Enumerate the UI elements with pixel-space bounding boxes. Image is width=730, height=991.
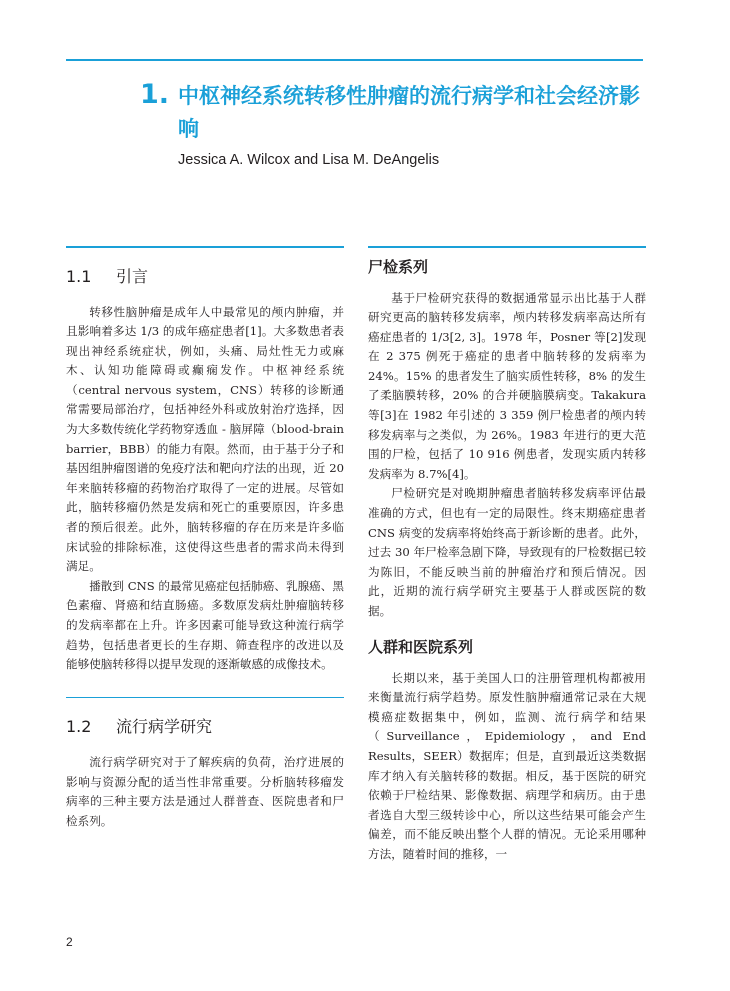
section-rule (66, 697, 344, 699)
section-number: 1.2 (66, 717, 92, 737)
paragraph: 基于尸检研究获得的数据通常显示出比基于人群研究更高的脑转移发病率，颅内转移发病率高达所有癌症患者的 1/3[2, 3]。1978 年，Posner 等[2]发现在 2 375 例死于癌症的患者中脑转移的发病率为 24%。15% 的患者发生了脑实质性转移，8% 的发生了柔脑膜转移，20% 的合并硬脑膜病变。Takakura 等[3]在 1982 年引述的 3 359 例尸检患者的颅内转移发病率与之类似，为 26%。1983 年进行的更大范围的尸检，包括了 10 916 例患者，发现实质内转移发病率为 8.7%[4]。 (368, 290, 646, 481)
chapter-top-rule (66, 59, 643, 61)
paragraph: 播散到 CNS 的最常见癌症包括肺癌、乳腺癌、黑色素瘤、肾癌和结直肠癌。多数原发病灶肿瘤脑转移的发病率都在上升。许多因素可能导致这种流行病学趋势，包括患者更长的生存期、筛查程序的改进以及能够使脑转移得以提早发现的逐渐敏感的成像技术。 (66, 578, 344, 672)
chapter-authors: Jessica A. Wilcox and Lisa M. DeAngelis (178, 152, 440, 168)
section-title: 引言 (116, 266, 149, 286)
section-heading-epidemiology (66, 714, 344, 737)
paragraph: 长期以来，基于美国人口的注册管理机构都被用来衡量流行病学趋势。原发性脑肿瘤通常记录在大规模癌症数据集中，例如，监测、流行病学和结果（Surveillance，Epidemiology，and End Results，SEER）数据库；但是，直到最近这类数据库才纳入有关脑转移的数据。相反，基于医院的研究依赖于尸检结果、影像数据、病理学和病历。由于患者选自大型三级转诊中心，所以这些结果可能会产生偏差，而不能反映出整个人群的情况。无论采用哪种方法，随着时间的推移，一 (368, 670, 646, 861)
subsection-heading-autopsy: 尸检系列 (368, 257, 429, 276)
section-rule (66, 246, 344, 248)
left-column (66, 246, 344, 832)
paragraph: 流行病学研究对于了解疾病的负荷，治疗进展的影响与资源分配的适当性非常重要。分析脑转移瘤发病率的三种主要方法是通过人群普查、医院患者和尸检系列。 (66, 755, 344, 829)
subsection-heading-population: 人群和医院系列 (368, 637, 474, 656)
paragraph: 转移性脑肿瘤是成年人中最常见的颅内肿瘤，并且影响着多达 1/3 的成年癌症患者[1]。大多数患者表现出神经系统症状，例如，头痛、局灶性无力或麻木、认知功能障碍或癫痫发作。中枢神经系统（central nervous system，CNS）转移的诊断通常需要局部治疗，包括神经外科或放射治疗选择，因为大多数传统化学药物穿透血 - 脑屏障（blood-brain barrier，BBB）的能力有限。然而，由于基于分子和基因组肿瘤图谱的免疫疗法和靶向疗法的出现，近 20 年来脑转移瘤的药物治疗取得了一定的进展。尽管如此，脑转移瘤仍然是发病和死亡的重要原因，许多患者的预后很差。此外，脑转移瘤的存在历来是许多临床试验的排除标准，这使得这些患者的需求尚未得到满足。 (66, 304, 344, 574)
section-number: 1.1 (66, 266, 92, 286)
right-column (368, 246, 646, 865)
section-heading-intro (66, 264, 344, 287)
chapter-title: 中枢神经系统转移性肿瘤的流行病学和社会经济影响 (178, 84, 640, 141)
section-rule (368, 246, 646, 248)
paragraph: 尸检研究是对晚期肿瘤患者脑转移发病率评估最准确的方式，但也有一定的局限性。终末期癌症患者 CNS 病变的发病率将始终高于新诊断的患者。此外，过去 30 年尸检率急剧下降，导致现有的尸检数据已较为陈旧，不能反映当前的肿瘤治疗和预后情况。因此，近期的流行病学研究主要基于人群或医院的数据。 (368, 486, 646, 618)
section-title: 流行病学研究 (116, 717, 213, 737)
page-number: 2 (66, 935, 73, 949)
chapter-number: 1. (140, 79, 170, 110)
